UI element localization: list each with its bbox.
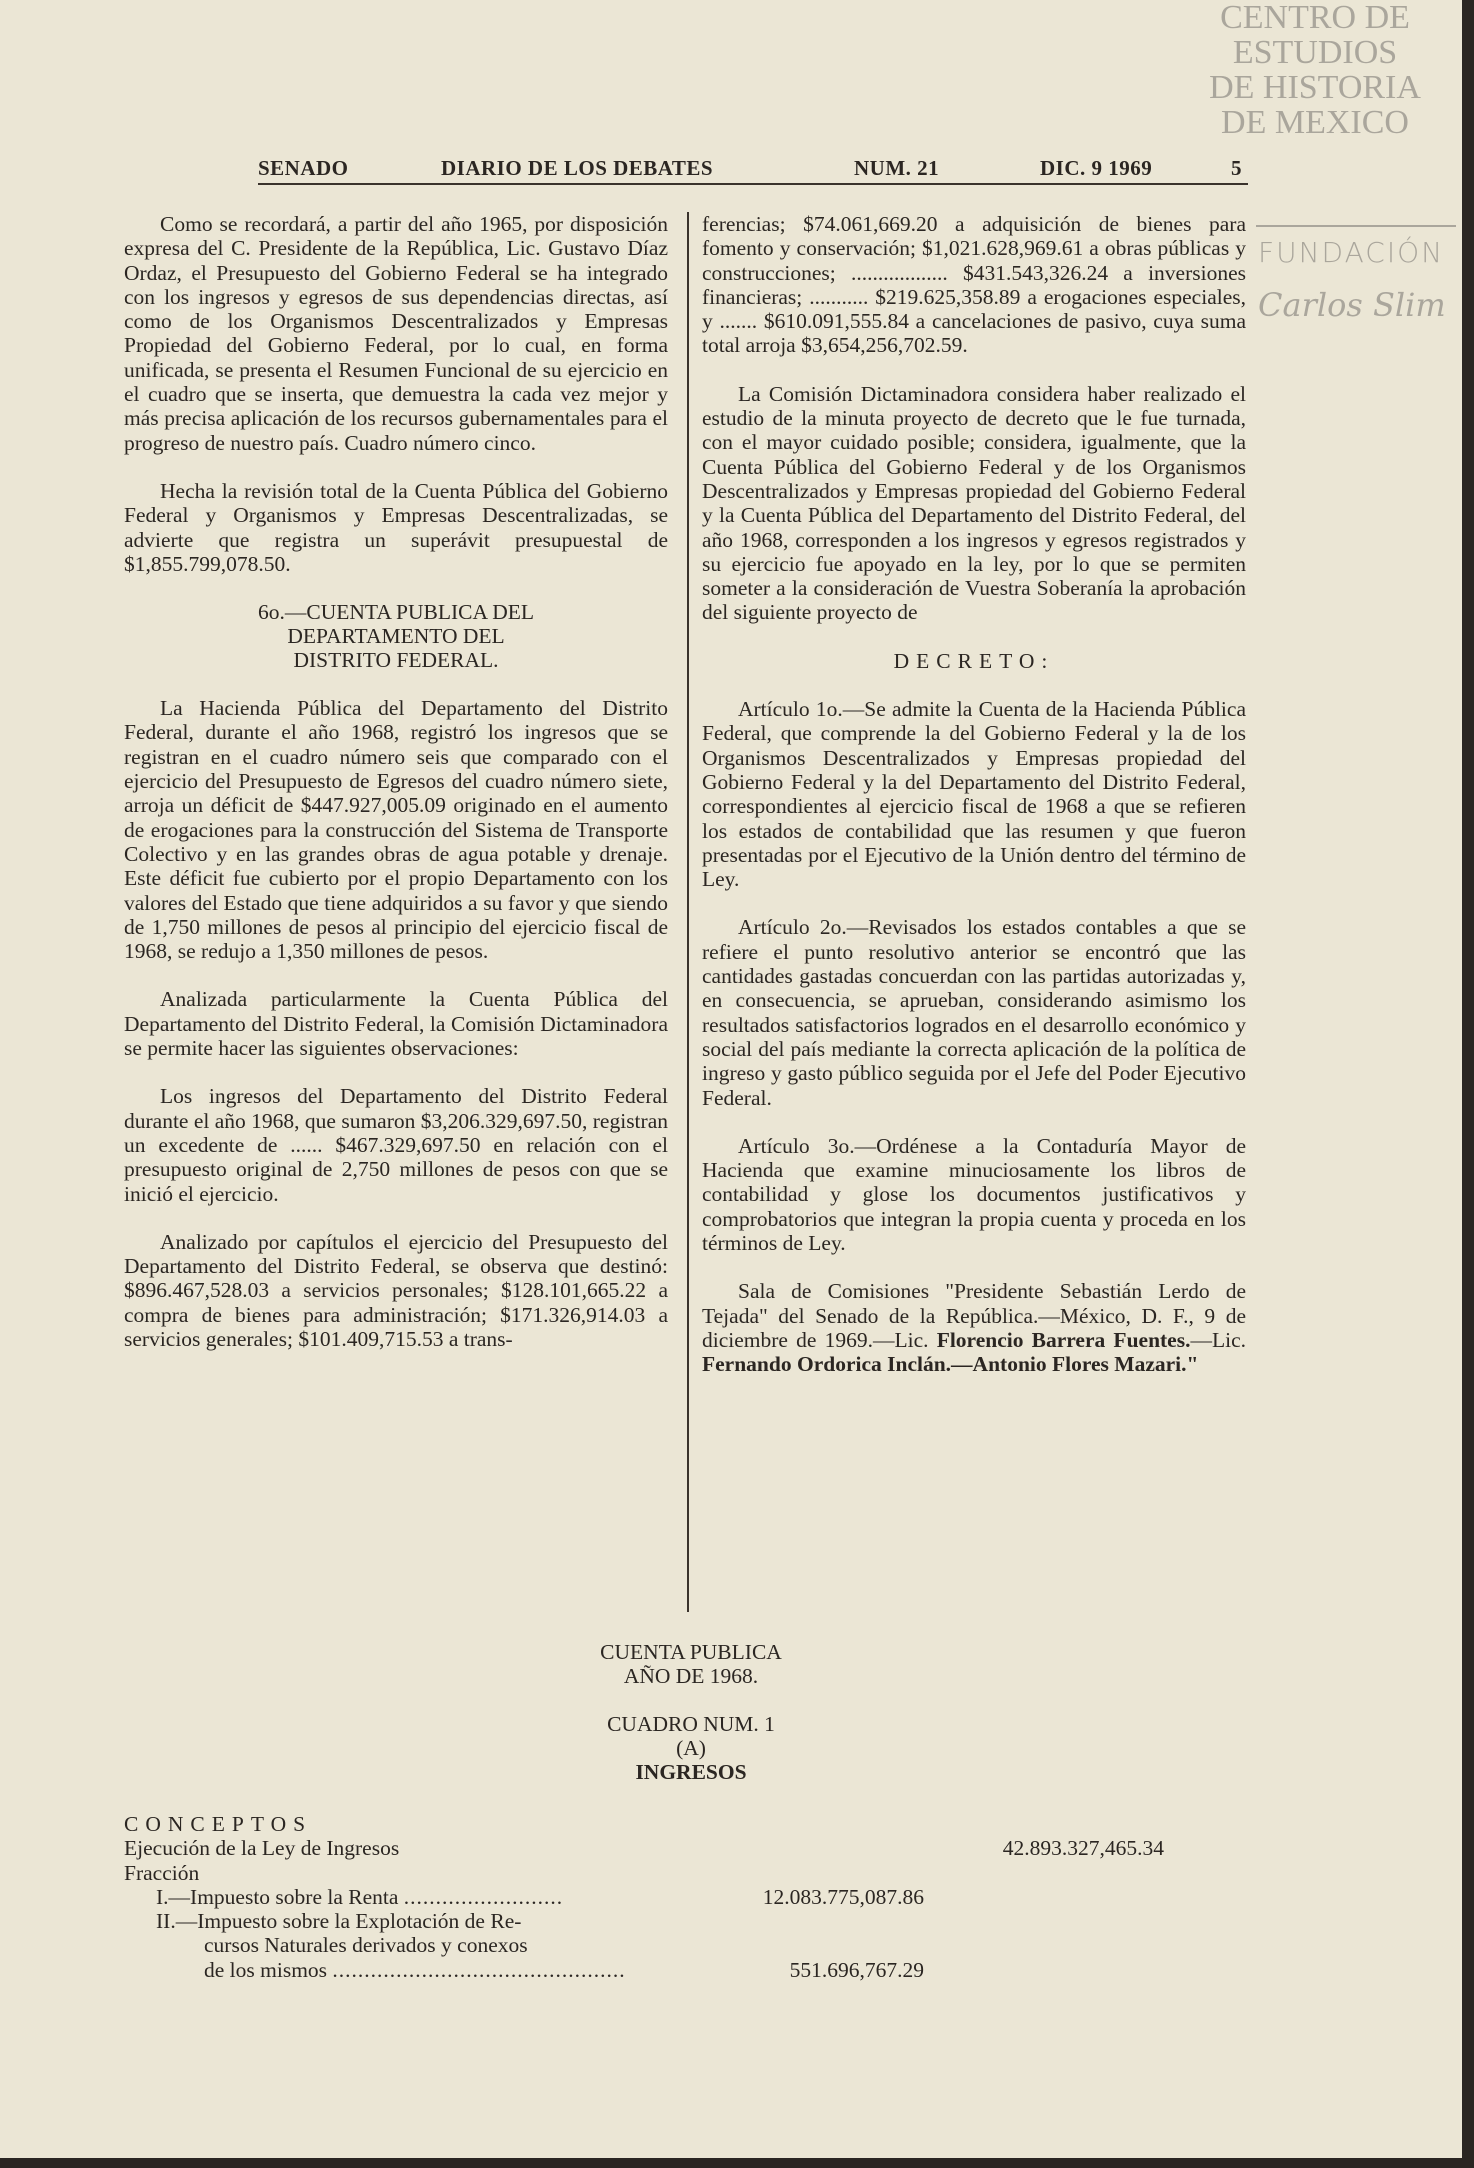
table-row	[124, 1836, 1164, 1860]
table-title-line: CUENTA PUBLICA	[600, 1640, 782, 1664]
table-title	[0, 1640, 1382, 1784]
left-column	[124, 212, 668, 1375]
watermark-line: DE MEXICO	[1221, 104, 1409, 141]
watermark-line: ESTUDIOS	[1232, 34, 1398, 71]
table-row	[124, 1885, 1164, 1909]
signature-prefix: —Lic.	[1190, 1327, 1246, 1352]
paragraph: La Hacienda Pública del Departamento del Distrito Federal, durante el año 1968, registró los ingresos que se registran en el cuadro número seis que comparado con el ejercicio del Presupuesto de Egresos del cuadro número siete, arroja un déficit de $447.927,005.09 originado en el aumento de erogaciones para la construcción del Sistema de Transporte Colectivo y en las grandes obras de agua potable y drenaje. Este déficit fue cubierto por el propio Departamento con los valores del Estado que tiene adquiridos a su favor y que siendo de 1,750 millones de pesos al principio del ejercicio fiscal de 1968, se redujo a 1,350 millones de pesos.	[124, 696, 668, 964]
conceptos-header: CONCEPTOS	[124, 1812, 313, 1836]
row-label: II.—Impuesto sobre la Explotación de Re-	[156, 1909, 522, 1934]
table-row	[124, 1909, 1164, 1933]
closing-paragraph	[702, 1279, 1246, 1376]
header-date: DIC. 9 1969	[1040, 156, 1153, 180]
watermark-rule	[1256, 225, 1456, 227]
column-divider	[687, 212, 689, 1612]
table-row	[124, 1958, 1164, 1982]
paragraph: Analizado por capítulos el ejercicio del Presupuesto del Departamento del Distrito Federal, se observa que destinó: $896.467,528.03 a servicios personales; $128.101,665.22 a compra de bienes para administración; $171.326,914.03 a servicios generales; $101.409,715.53 a trans-	[124, 1229, 668, 1351]
paragraph: Hecha la revisión total de la Cuenta Pública del Gobierno Federal y Organismos y Empresas Descentralizadas, se advierte que registra un superávit presupuestal de $1,855.799,078.50.	[124, 478, 668, 576]
paragraph: ferencias; $74.061,669.20 a adquisición de bienes para fomento y conservación; $1,021.628,969.61 a obras públicas y construcciones; .................. $431.543,326.24 a inversiones financieras; ........... $219.625,358.89 a erogaciones especiales, y ....... $610.091,555.84 a cancelaciones de pasivo, cuya suma total arroja $3,654,256,702.59.	[702, 212, 1246, 358]
row-label: Ejecución de la Ley de Ingresos	[124, 1836, 400, 1861]
row-amount: 12.083.775,087.86	[762, 1884, 924, 1909]
right-column	[702, 212, 1246, 1400]
running-header	[258, 156, 1248, 184]
leader-dots: ..............................................	[332, 1957, 626, 1982]
watermark-line: DE HISTORIA	[1209, 69, 1421, 106]
row-label: de los mismos	[204, 1957, 328, 1982]
header-issue: NUM. 21	[854, 156, 940, 180]
ingresos-table	[124, 1812, 1164, 1982]
watermark-fundacion: FUNDACIÓN	[1258, 236, 1445, 269]
cuadro-sub: (A)	[676, 1736, 706, 1760]
signatory: Florencio Barrera Fuentes.	[936, 1327, 1191, 1352]
watermark-centro-estudios	[1180, 0, 1450, 140]
paragraph: Como se recordará, a partir del año 1965, por disposición expresa del C. Presidente de la República, Lic. Gustavo Díaz Ordaz, el Presupuesto del Gobierno Federal se ha integrado con los ingresos y egresos de sus dependencias directas, así como de los Organismos Descentralizados y Empresas Propiedad del Gobierno Federal, por lo cual, en forma unificada, se presenta el Resumen Funcional de su ejercicio en el cuadro que se inserta, que demuestra la cada vez mejor y más precisa aplicación de los recursos gubernamentales para el progreso de nuestro país. Cuadro número cinco.	[124, 212, 668, 455]
row-label: Fracción	[124, 1860, 200, 1885]
paragraph: Analizada particularmente la Cuenta Pública del Departamento del Distrito Federal, la Comisión Dictaminadora se permite hacer las siguientes observaciones:	[124, 987, 668, 1061]
row-label: cursos Naturales derivados y conexos	[204, 1933, 528, 1958]
article-1: Artículo 1o.—Se admite la Cuenta de la Hacienda Pública Federal, que comprende la del Gobierno Federal y la de los Organismos Descentralizados y Empresas propiedad del Gobierno Federal y la del Departamento del Distrito Federal, correspondientes al ejercicio fiscal de 1968 a que se refieren los estados de contabilidad que las resumen y que fueron presentadas por el Ejecutivo de la Unión dentro del término de Ley.	[702, 697, 1246, 892]
paragraph: La Comisión Dictaminadora considera haber realizado el estudio de la minuta proyecto de decreto que le fue turnada, con el mayor cuidado posible; considera, igualmente, que la Cuenta Pública del Gobierno Federal y de los Organismos Descentralizados y Empresas propiedad del Gobierno Federal y la Cuenta Pública del Departamento del Distrito Federal, del año 1968, corresponden a los ingresos y egresos registrados y su ejercicio fue apoyado en la ley, por lo que se permiten someter a la consideración de Vuestra Soberanía la aprobación del siguiente proyecto de	[702, 381, 1246, 625]
decreto-heading: DECRETO:	[893, 648, 1055, 673]
heading-line: 6o.—CUENTA PUBLICA DEL	[258, 600, 534, 625]
signature-prefix: Lic.	[894, 1327, 929, 1352]
article-2: Artículo 2o.—Revisados los estados contables a que se refiere el punto resolutivo anterior se encontró que las cantidades gastadas concuerdan con las partidas autorizadas y, en consecuencia, se aprueban, considerando asimismo los resultados satisfactorios logrados en el desarrollo económico y social del país mediante la correcta aplicación de la política de ingreso y gasto público seguida por el Jefe del Poder Ejecutivo Federal.	[702, 915, 1246, 1110]
table-row	[124, 1861, 1164, 1885]
paragraph: Los ingresos del Departamento del Distrito Federal durante el año 1968, que sumaron $3,206.329,697.50, registran un excedente de ...... $467.329,697.50 en relación con el presupuesto original de 2,750 millones de pesos con que se inició el ejercicio.	[124, 1084, 668, 1206]
header-rule	[258, 183, 1248, 185]
article-3: Artículo 3o.—Ordénese a la Contaduría Mayor de Hacienda que examine minuciosamente los libros de contabilidad y glose los documentos justificativos y comprobatorios que integran la propia cuenta y proceda en los términos de Ley.	[702, 1133, 1246, 1255]
watermark-line: CENTRO DE	[1220, 0, 1410, 36]
heading-line: DISTRITO FEDERAL.	[293, 648, 499, 673]
watermark-signature: Carlos Slim	[1258, 286, 1446, 324]
closing-text: Sala de Comisiones "Presidente Sebastián Lerdo de Tejada" del Senado de la República.—México, D. F., 9 de diciembre de 1969.—	[702, 1279, 1246, 1352]
section-heading	[124, 600, 668, 672]
signatories: Fernando Ordorica Inclán.—Antonio Flores Mazari."	[702, 1352, 1199, 1377]
leader-dots: .........................	[403, 1884, 564, 1909]
header-publication: DIARIO DE LOS DEBATES	[441, 156, 714, 180]
page-number: 5	[1231, 156, 1242, 180]
header-section: SENADO	[258, 156, 349, 180]
table-heading: INGRESOS	[635, 1760, 747, 1784]
table-row	[124, 1933, 1164, 1957]
row-label: I.—Impuesto sobre la Renta	[156, 1884, 399, 1909]
row-amount: 551.696,767.29	[789, 1957, 924, 1982]
cuadro-number: CUADRO NUM. 1	[607, 1712, 775, 1736]
row-total: 42.893.327,465.34	[1002, 1836, 1164, 1861]
table-title-line: AÑO DE 1968.	[623, 1664, 759, 1688]
heading-line: DEPARTAMENTO DEL	[287, 624, 505, 649]
